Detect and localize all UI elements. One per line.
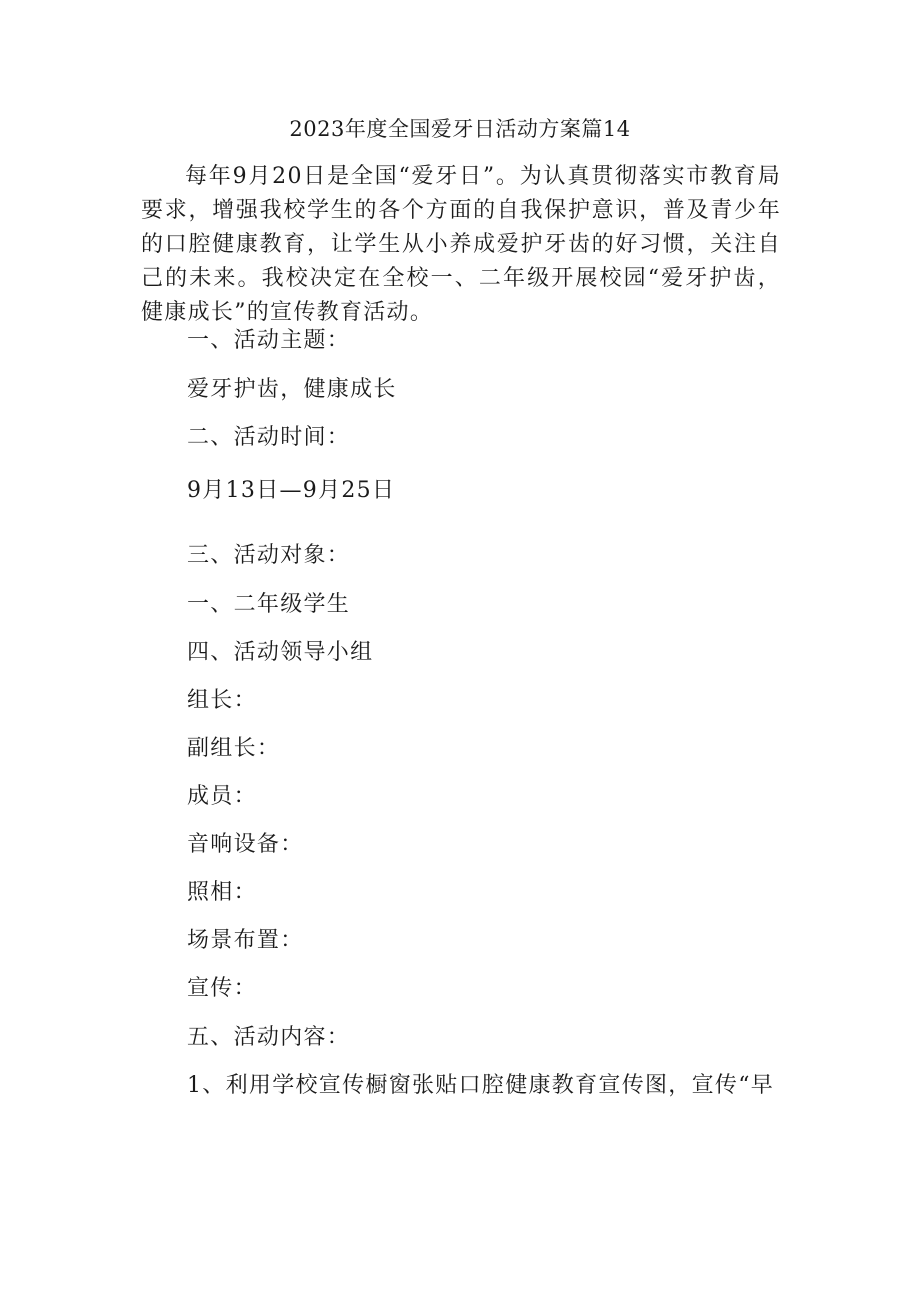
section-heading-content: 五、活动内容： xyxy=(187,1025,351,1050)
audience-text: 一、二年级学生 xyxy=(187,592,351,617)
leader-label: 组长： xyxy=(187,688,257,713)
deputy-leader-label: 副组长： xyxy=(187,736,281,761)
photography-label: 照相： xyxy=(187,880,257,905)
publicity-label: 宣传： xyxy=(187,976,257,1001)
section-heading-time: 二、活动时间： xyxy=(187,425,351,450)
intro-paragraph: 每年9月20日是全国“爱牙日”。为认真贯彻落实市教育局要求，增强我校学生的各个方面的自我保护意识，普及青少年的口腔健康教育，让学生从小养成爱护牙齿的好习惯，关注自己的未来。我校决定在全校一、二年级开展校园“爱牙护齿，健康成长”的宣传教育活动。 xyxy=(141,164,781,325)
scene-setup-label: 场景布置： xyxy=(187,928,304,953)
document-title: 2023年度全国爱牙日活动方案篇14 xyxy=(289,117,631,141)
theme-text: 爱牙护齿，健康成长 xyxy=(187,377,397,402)
section-heading-theme: 一、活动主题： xyxy=(187,328,351,353)
audio-equipment-label: 音响设备： xyxy=(187,832,304,857)
content-item-1: 1、利用学校宣传橱窗张贴口腔健康教育宣传图，宣传“早 xyxy=(187,1073,775,1098)
section-heading-leadership: 四、活动领导小组 xyxy=(187,640,374,665)
members-label: 成员： xyxy=(187,784,257,809)
time-text: 9月13日—9月25日 xyxy=(187,478,396,503)
section-heading-audience: 三、活动对象： xyxy=(187,543,351,568)
